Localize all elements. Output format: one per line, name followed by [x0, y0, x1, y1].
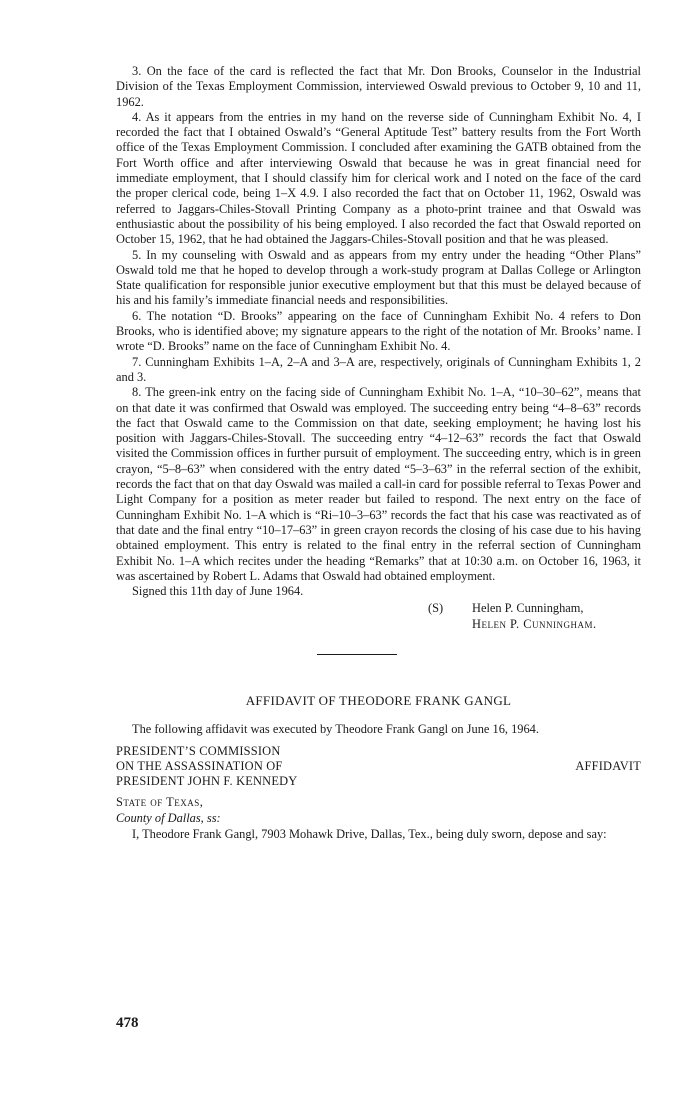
- typed-name-line: [428, 617, 641, 632]
- paragraph-5: 5. In my counseling with Oswald and as appears from my entry under the heading “Other Plans” Oswald told me that he hoped to develop through a work-study program at Dallas College or Arlington State qualification for responsible junior executive employment but that this must be delayed because of his and his family’s immediate financial needs and responsibilities.: [116, 247, 641, 308]
- signed-line: Signed this 11th day of June 1964.: [132, 584, 304, 599]
- paragraph-6: 6. The notation “D. Brooks” appearing on the face of Cunningham Exhibit No. 4 refers to Don Brooks, who is identified above; my signature appears to the right of the notation of Mr. Brooks’ name. I wrote “D. Brooks” name on the face of Cunningham Exhibit No. 4.: [116, 308, 641, 354]
- typed-name: Helen P. Cunningham.: [472, 616, 597, 631]
- deponent-paragraph: I, Theodore Frank Gangl, 7903 Mohawk Drive, Dallas, Tex., being duly sworn, depose and say:: [132, 827, 607, 842]
- commission-caption: [116, 744, 641, 790]
- signature-block: [428, 601, 641, 632]
- commission-line-2: ON THE ASSASSINATION OF: [116, 758, 283, 773]
- venue-county: County of Dallas, ss:: [116, 810, 221, 825]
- signature-line: [428, 601, 641, 616]
- intro-paragraph: The following affidavit was executed by Theodore Frank Gangl on June 16, 1964.: [132, 722, 539, 737]
- paragraph-7: 7. Cunningham Exhibits 1–A, 2–A and 3–A are, respectively, originals of Cunningham Exhibits 1, 2 and 3.: [116, 354, 641, 384]
- commission-line-1: PRESIDENT’S COMMISSION: [116, 743, 281, 758]
- page-number: 478: [116, 1015, 139, 1031]
- section-divider: [317, 654, 397, 655]
- affidavit-label: AFFIDAVIT: [575, 758, 641, 773]
- paragraph-3: 3. On the face of the card is reflected the fact that Mr. Don Brooks, Counselor in the Industrial Division of the Texas Employment Commission, interviewed Oswald previous to October 9, 10 and 11, 1962.: [116, 64, 641, 109]
- paragraph-4: 4. As it appears from the entries in my hand on the reverse side of Cunningham Exhibit No. 4, I recorded the fact that I obtained Oswald’s “General Aptitude Test” battery results from the Fort Worth office of the Texas Employment Commission. I concluded after examining the GATB obtained from the Fort Worth office and after interviewing Oswald that because he was in great financial need for immediate employment, that I should classify him for clerical work and I noted on the face of the card the proper clerical code, being 1–X 4.9. I also recorded the fact that on October 11, 1962, Oswald was referred to Jaggars-Chiles-Stovall Printing Company as a photo-print trainee and that Oswald was enthusiastic about the possibility of his being employed. I also recorded the fact that Oswald reported on October 15, 1962, that he had obtained the Jaggars-Chiles-Stovall position and that he was pleased.: [116, 109, 641, 247]
- paragraph-8: 8. The green-ink entry on the facing side of Cunningham Exhibit No. 1–A, “10–30–62”, means that on that date it was confirmed that Oswald was employed. The succeeding entry being “4–8–63” records the fact that Oswald came to the Commission on that date, seeking employment; he having lost his position with Jaggars-Chiles-Stovall. The succeeding entry “4–12–63” records the fact that Oswald visited the Commission offices in further pursuit of employment. The succeeding entry, which is in green crayon, “5–8–63” when considered with the entry dated “5–3–63” in the referral section of the exhibit, records the fact that on that day Oswald was mailed a call-in card for possible referral to Texas Power and Light Company for a position as meter reader but failed to respond. The next entry on the face of Cunningham Exhibit No. 1–A which is “Ri–10–3–63” records the fact that his case was reactivated as of that date and the final entry “10–17–63” in green crayon records the closing of his case due to his having obtained employment. This entry is related to the final entry in the referral section of Cunningham Exhibit No. 1–A which recites under the heading “Remarks” that at 10:30 a.m. on October 16, 1963, it was ascertained by Robert L. Adams that Oswald had obtained employment.: [116, 385, 641, 583]
- venue-state: State of Texas,: [116, 795, 204, 810]
- affidavit-heading: AFFIDAVIT OF THEODORE FRANK GANGL: [245, 692, 512, 708]
- commission-line-3: PRESIDENT JOHN F. KENNEDY: [116, 774, 298, 789]
- signature-name: Helen P. Cunningham,: [472, 601, 584, 616]
- signature-mark: (S): [428, 601, 444, 616]
- body-text: [116, 64, 641, 842]
